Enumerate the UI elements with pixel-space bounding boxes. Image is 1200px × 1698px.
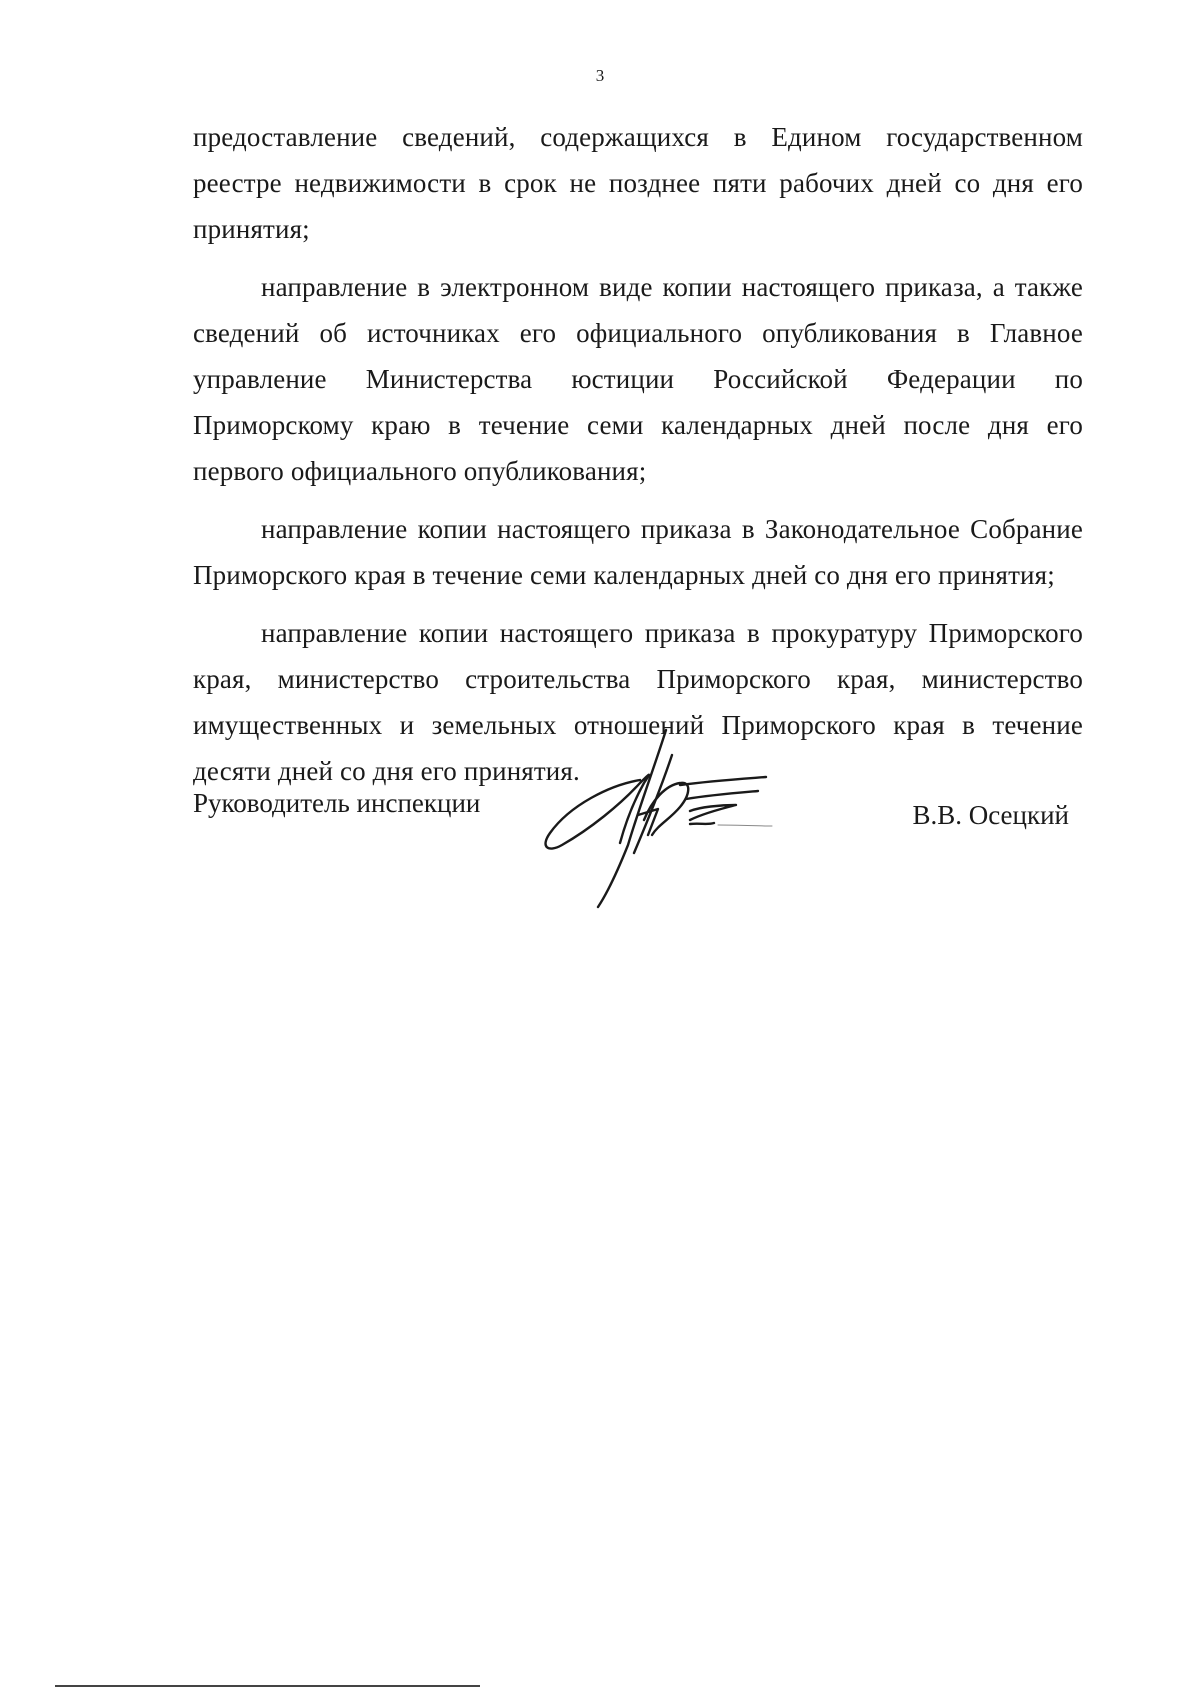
- signer-title: Руководитель инспекции: [193, 788, 481, 818]
- page-number: 3: [595, 66, 605, 85]
- paragraph-electronic-copy: направление в электронном виде копии настоящего приказа, а также сведений об источниках его официального опубликования в Главное управление Министерства юстиции Российской Федерации по Приморскому краю в течение семи календарных дней после дня его первого официального опубликования;: [193, 272, 1083, 486]
- footer-rule: [55, 1685, 480, 1687]
- document-body: [193, 114, 1083, 806]
- paragraph-legislative-assembly: направление копии настоящего приказа в Законодательное Собрание Приморского края в течение семи календарных дней со дня его принятия;: [193, 514, 1083, 590]
- paragraph-continuation: предоставление сведений, содержащихся в Едином государственном реестре недвижимости в срок не позднее пяти рабочих дней со дня его принятия;: [193, 122, 1083, 244]
- signer-name: В.В. Осецкий: [912, 800, 1069, 830]
- handwritten-signature: [540, 725, 850, 910]
- paragraph-prosecutor: направление копии настоящего приказа в прокуратуру Приморского края, министерство строительства Приморского края, министерство имущественных и земельных отношений Приморского края в течение десяти дней со дня его принятия.: [193, 618, 1083, 786]
